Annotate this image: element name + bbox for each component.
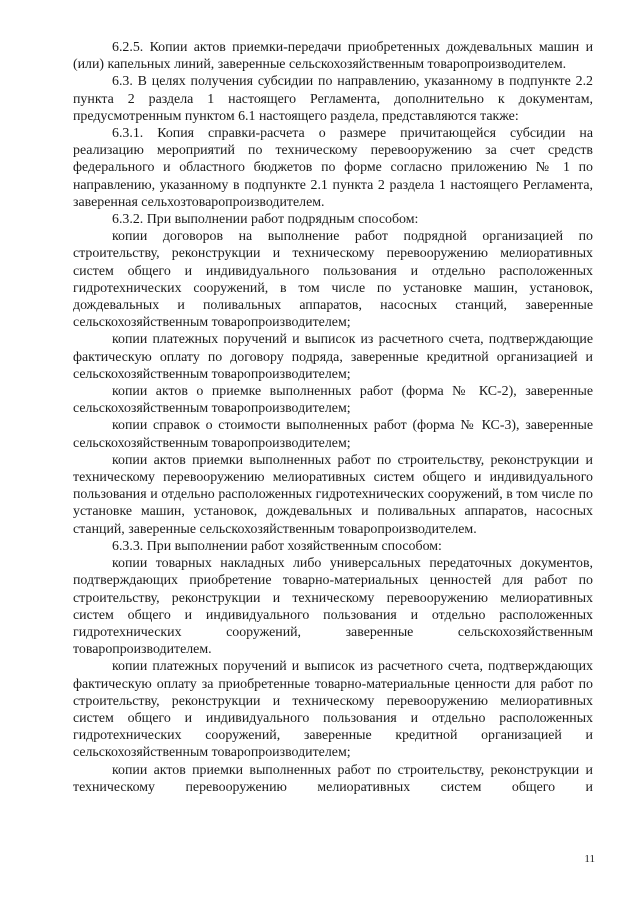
paragraph-6-3-3: 6.3.3. При выполнении работ хозяйственным способом: xyxy=(112,538,442,554)
paragraph-payment-orders: копии платежных поручений и выписок из расчетного счета, подтверждающие фактическую оплату по договору подряда, заверенные кредитной организацией и сельскохозяйственным товаропроизводителем; xyxy=(73,332,593,382)
document-body xyxy=(73,39,593,796)
paragraph-ks2-acts: копии актов о приемке выполненных работ (форма № КС-2), заверенные сельскохозяйственным товаропроизводителем; xyxy=(73,384,593,417)
paragraph-payment-orders-2: копии платежных поручений и выписок из расчетного счета, подтверждающих фактическую оплату за приобретенные товарно-материальные ценности для работ по строительству, реконструкции и техническому перевооружению мелиоративных систем общего и индивидуального пользования и отдельно расположенных гидротехнических сооружений, заверенные кредитной организацией и сельскохозяйственным товаропроизводителем; xyxy=(73,659,593,761)
paragraph-6-3-2: 6.3.2. При выполнении работ подрядным способом: xyxy=(112,212,419,228)
page-number: 11 xyxy=(584,853,595,865)
paragraph-6-3: 6.3. В целях получения субсидии по направлению, указанному в подпункте 2.2 пункта 2 раздела 1 настоящего Регламента, дополнительно к документам, предусмотренным пунктом 6.1 настоящего раздела, представляются также: xyxy=(73,74,593,124)
paragraph-acceptance-acts: копии актов приемки выполненных работ по строительству, реконструкции и техническому перевооружению мелиоративных систем общего и индивидуального пользования и отдельно расположенных гидротехнических сооружений, в том числе по установке машин, установок, дождевальных и поливальных аппаратов, насосных станций, заверенные сельскохозяйственным товаропроизводителем. xyxy=(73,452,593,537)
paragraph-ks3-certificates: копии справок о стоимости выполненных работ (форма № КС-3), заверенные сельскохозяйственным товаропроизводителем; xyxy=(73,418,593,451)
paragraph-invoices: копии товарных накладных либо универсальных передаточных документов, подтверждающих приобретение товарно-материальных ценностей для работ по строительству, реконструкции и техническому перевооружению мелиоративных систем общего и индивидуального пользования и отдельно расположенных гидротехнических сооружений, заверенные сельскохозяйственным товаропроизводителем. xyxy=(73,556,593,658)
paragraph-6-3-1: 6.3.1. Копия справки-расчета о размере причитающейся субсидии на реализацию мероприятий по техническому перевооружению за счет средств федерального и областного бюджетов по форме согласно приложению № 1 по направлению, указанному в подпункте 2.1 пункта 2 раздела 1 настоящего Регламента, заверенная сельхозтоваропроизводителем. xyxy=(73,126,593,210)
paragraph-acceptance-acts-2: копии актов приемки выполненных работ по строительству, реконструкции и техническому перевооружению мелиоративных систем общего и xyxy=(73,762,593,795)
paragraph-contracts: копии договоров на выполнение работ подрядной организацией по строительству, реконструкции и техническому перевооружению мелиоративных систем общего и индивидуального пользования и отдельно расположенных гидротехнических сооружений, в том числе по установке машин, установок, дождевальных и поливальных аппаратов, насосных станций, заверенные сельскохозяйственным товаропроизводителем; xyxy=(73,229,593,331)
paragraph-6-2-5: 6.2.5. Копии актов приемки-передачи приобретенных дождевальных машин и (или) капельных линий, заверенные сельскохозяйственным товаропроизводителем. xyxy=(73,40,593,73)
